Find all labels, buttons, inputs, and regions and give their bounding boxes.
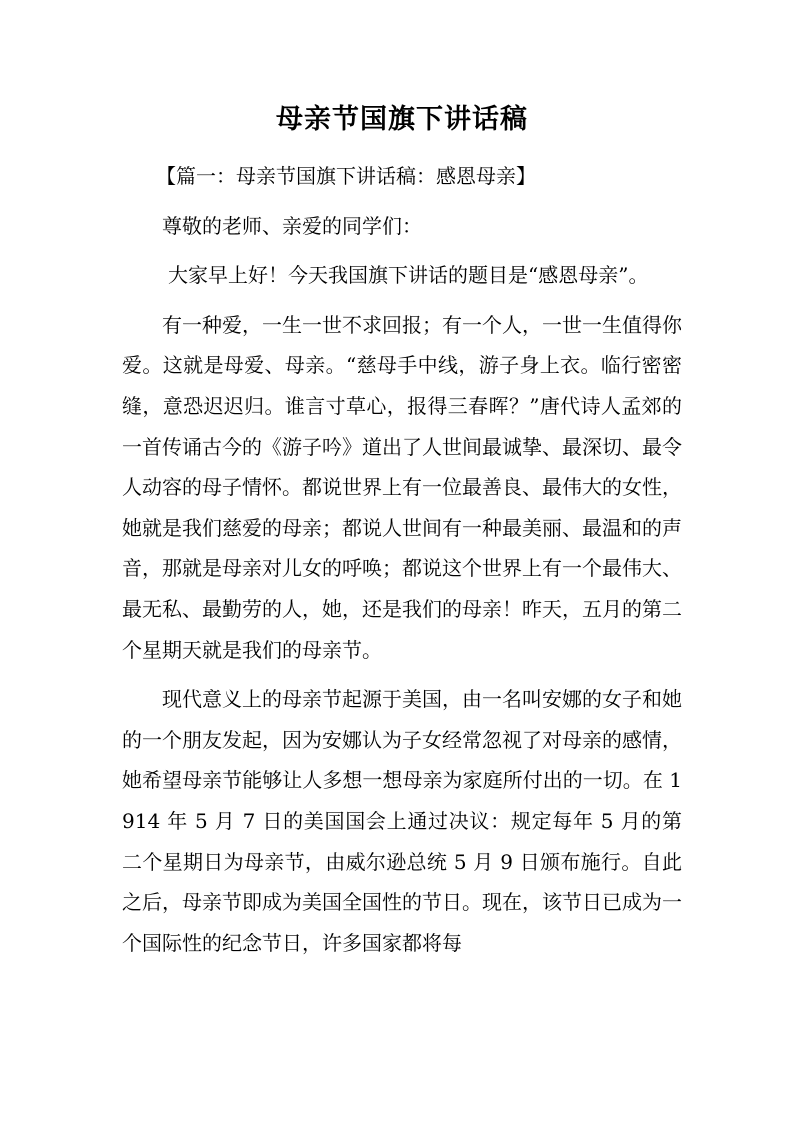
paragraph-history: 现代意义上的母亲节起源于美国，由一名叫安娜的女子和她的一个朋友发起，因为安娜认为子女经常忽视了对母亲的感情，她希望母亲节能够让人多想一想母亲为家庭所付出的一切。在 1914 年 5 月 7 日的美国国会上通过决议：规定每年 5 月的第二个星期日为母亲节，由威尔逊总统 5 月 9 日颁布施行。自此之后，母亲节即成为美国全国性的节日。现在，该节日已成为一个国际性的纪念节日，许多国家都将每 xyxy=(122,687,682,955)
paragraph-opening: 大家早上好！今天我国旗下讲话的题目是“感恩母亲”。 xyxy=(168,263,649,288)
section-subheading: 【篇一：母亲节国旗下讲话稿：感恩母亲】 xyxy=(156,164,536,188)
document-title: 母亲节国旗下讲话稿 xyxy=(276,104,528,135)
paragraph-mothers-love: 有一种爱，一生一世不求回报；有一个人，一世一生值得你爱。这就是母爱、母亲。“慈母手中线，游子身上衣。临行密密缝，意恐迟迟归。谁言寸草心，报得三春晖？”唐代诗人孟郊的一首传诵古今的《游子吟》道出了人世间最诚挚、最深切、最令人动容的母子情怀。都说世界上有一位最善良、最伟大的女性，她就是我们慈爱的母亲；都说人世间有一种最美丽、最温和的声音，那就是母亲对儿女的呼唤；都说这个世界上有一个最伟大、最无私、最勤劳的人，她，还是我们的母亲！昨天，五月的第二个星期天就是我们的母亲节。 xyxy=(122,312,682,662)
document-page xyxy=(122,96,682,963)
greeting-line: 尊敬的老师、亲爱的同学们： xyxy=(162,213,422,238)
